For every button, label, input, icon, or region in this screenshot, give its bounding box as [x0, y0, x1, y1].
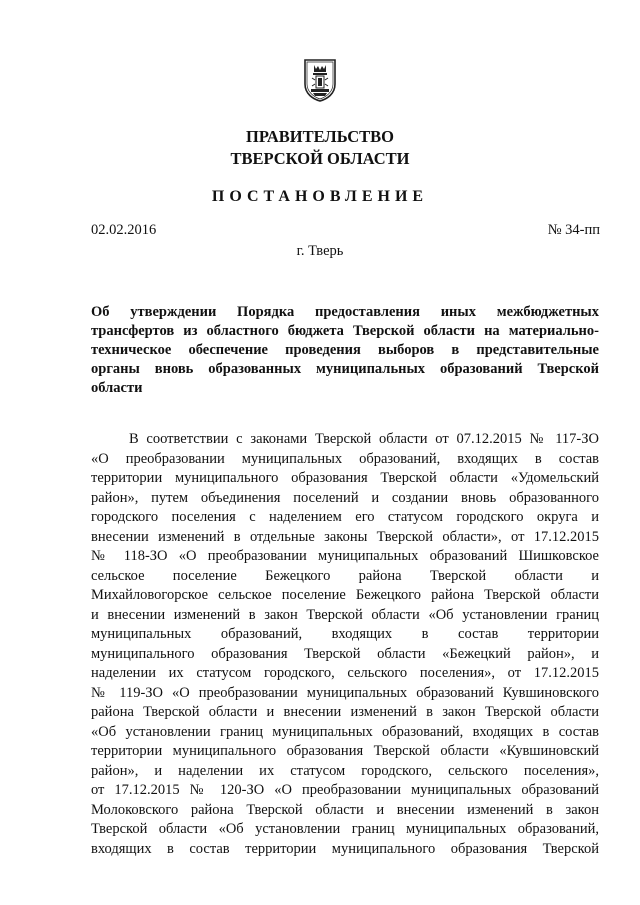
org-line-1: ПРАВИТЕЛЬСТВО — [246, 127, 394, 146]
body-line: от 17.12.2015 № 120-ЗО «О преобразовании муниципальных образований — [91, 782, 599, 798]
subject-line: трансфертов из областного бюджета Тверской области на материально- — [91, 323, 599, 339]
subject-line: области — [91, 380, 143, 396]
body-line: района Тверской области и внесении изменений в закон Тверской области — [91, 704, 599, 720]
body-line: территории муниципального образования Тверской области «Кувшиновский — [91, 743, 599, 759]
body-line: территории муниципального образования Тверской области «Удомельский — [91, 470, 599, 486]
body-line: внесении изменений в отдельные законы Тверской области», от 17.12.2015 — [91, 528, 599, 545]
subject-line: Об утверждении Порядка предоставления иных межбюджетных — [91, 304, 599, 320]
org-line-2: ТВЕРСКОЙ ОБЛАСТИ — [230, 149, 410, 168]
body-line: № 118-ЗО «О преобразовании муниципальных образований Шишковское — [91, 548, 599, 564]
coat-of-arms-icon — [303, 58, 337, 102]
body-line: муниципальных образований, входящих в состав территории — [91, 626, 599, 642]
subject-line: органы вновь образованных муниципальных образований Тверской — [91, 361, 599, 377]
document-number: № 34-пп — [547, 222, 600, 238]
body-line: муниципального образования Тверской области «Бежецкий район», и — [91, 645, 599, 662]
body-line: «Об установлении границ муниципальных образований, входящих в состав — [91, 723, 599, 740]
organization-name — [0, 126, 640, 170]
document-subject — [91, 303, 599, 398]
body-line: Михайловогорское сельское поселение Бежецкого района Тверской области — [91, 587, 599, 603]
body-line: «О преобразовании муниципальных образований, входящих в состав — [91, 450, 599, 467]
body-line: № 119-ЗО «О преобразовании муниципальных образований Кувшиновского — [91, 684, 599, 701]
body-line: район», и наделении их статусом городского, сельского поселения», — [91, 762, 599, 779]
body-line: Тверской области «Об установлении границ муниципальных образований, — [91, 821, 599, 837]
document-city: г. Тверь — [296, 243, 344, 259]
document-body — [91, 430, 599, 859]
body-line: В соответствии с законами Тверской области от 07.12.2015 № 117-ЗО — [129, 431, 599, 447]
document-date: 02.02.2016 — [91, 222, 157, 238]
body-line: городского поселения с наделением его статусом городского округа и — [91, 509, 599, 525]
body-line: Молоковского района Тверской области и внесении изменений в закон — [91, 801, 599, 818]
document-type: ПОСТАНОВЛЕНИЕ — [211, 188, 429, 205]
body-line: наделении их статусом городского, сельского поселения», от 17.12.2015 — [91, 665, 599, 681]
body-line: и внесении изменений в закон Тверской области «Об установлении границ — [91, 606, 599, 623]
body-line: район», путем объединения поселений и создании вновь образованного — [91, 489, 599, 506]
subject-line: техническое обеспечение проведения выборов в представительные — [91, 342, 599, 358]
body-line: сельское поселение Бежецкого района Тверской области и — [91, 567, 599, 584]
body-line: входящих в состав территории муниципального образования Тверской — [91, 840, 599, 857]
